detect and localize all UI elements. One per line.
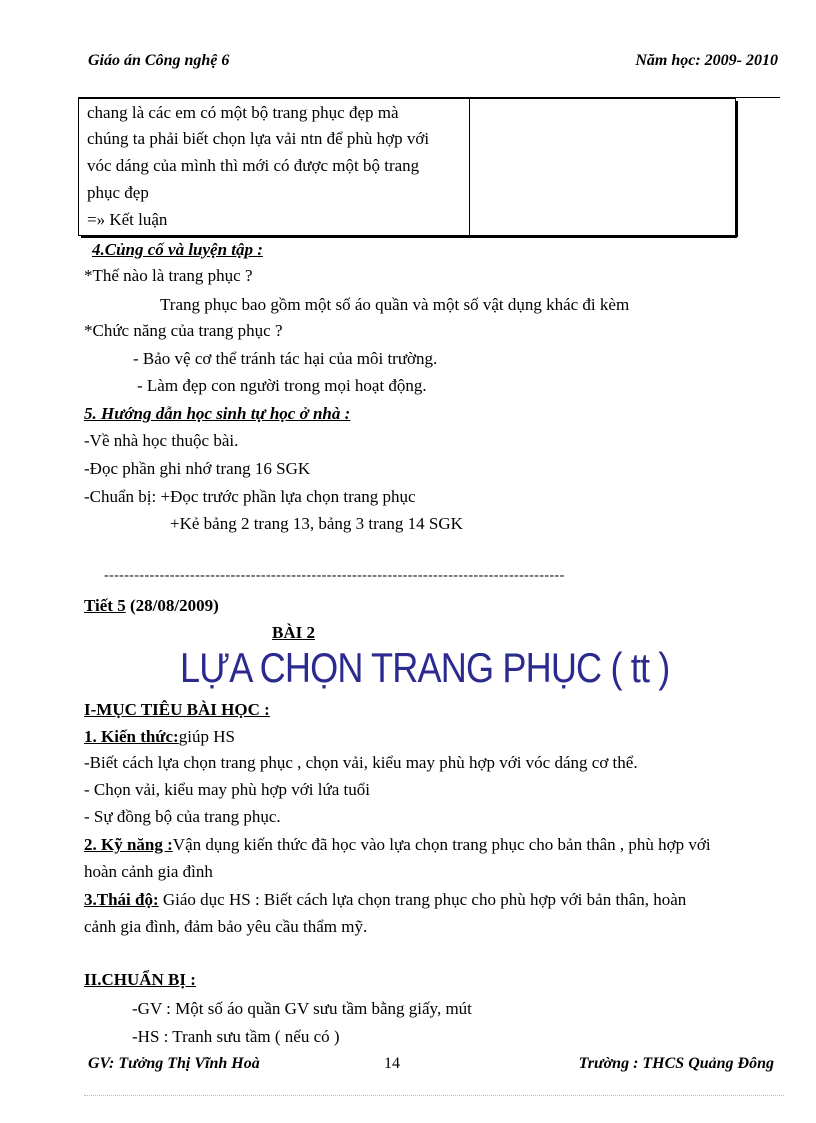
knowledge-item: - Chọn vải, kiểu may phù hợp với lứa tuổi <box>84 780 370 799</box>
attitude-text: Giáo dục HS : Biết cách lựa chọn trang phục cho phù hợp với bản thân, hoàn <box>158 890 687 909</box>
knowledge-item: -Biết cách lựa chọn trang phục , chọn vải, kiểu may phù hợp với vóc dáng cơ thể. <box>84 753 638 772</box>
knowledge-line <box>84 727 235 747</box>
answer-2b: - Làm đẹp con người trong mọi hoạt động. <box>137 376 427 395</box>
lesson-bai: BÀI 2 <box>272 623 315 642</box>
skill-label: 2. Kỹ năng : <box>84 835 173 854</box>
table-column-teacher <box>79 99 470 235</box>
table-line: phục đẹp <box>87 183 149 202</box>
header-right: Năm học: 2009- 2010 <box>635 52 778 69</box>
section5-title: 5. Hướng dẫn học sinh tự học ở nhà : <box>84 404 351 423</box>
skill-line <box>84 835 711 855</box>
page-number: 14 <box>384 1055 400 1072</box>
table-shadow <box>81 236 737 238</box>
table-line: vóc dáng của mình thì mới có được một bộ trang <box>87 156 420 175</box>
answer-2a: - Bảo vệ cơ thể tránh tác hại của môi trường. <box>133 349 438 368</box>
lesson-tiet-label: Tiết 5 <box>84 596 126 615</box>
skill-text-cont: hoàn cảnh gia đình <box>84 862 213 881</box>
skill-text: Vận dụng kiến thức đã học vào lựa chọn trang phục cho bản thân , phù hợp với <box>172 835 711 854</box>
objectives-heading: I-MỤC TIÊU BÀI HỌC : <box>84 700 270 719</box>
attitude-line <box>84 890 686 910</box>
activity-table <box>78 98 736 236</box>
header-left: Giáo án Công nghệ 6 <box>88 52 230 69</box>
table-line: chang là các em có một bộ trang phục đẹp mà <box>87 103 399 122</box>
footer-rule <box>84 1095 784 1096</box>
footer-school: Trường : THCS Quảng Đông <box>578 1055 774 1072</box>
lesson-number <box>84 596 219 616</box>
homework-line: -Chuẩn bị: +Đọc trước phần lựa chọn trang phục <box>84 487 416 506</box>
table-line: chúng ta phải biết chọn lựa vải ntn để phù hợp với <box>87 129 430 148</box>
prep-gv: -GV : Một số áo quần GV sưu tầm bằng giấy, mút <box>132 999 472 1018</box>
prep-hs: -HS : Tranh sưu tầm ( nếu có ) <box>132 1027 340 1046</box>
footer-teacher: GV: Tưởng Thị Vĩnh Hoà <box>88 1055 260 1072</box>
lesson-title: LỰA CHỌN TRANG PHỤC ( tt ) <box>180 644 670 691</box>
attitude-text-cont: cảnh gia đình, đảm bảo yêu cầu thẩm mỹ. <box>84 917 368 936</box>
separator-line: ------------------------------------------------------------------------------------------- <box>104 568 565 583</box>
homework-line: -Về nhà học thuộc bài. <box>84 431 239 450</box>
table-line: =» Kết luận <box>87 210 168 229</box>
attitude-label: 3.Thái độ: <box>84 890 159 909</box>
prep-heading: II.CHUẨN BỊ : <box>84 970 196 989</box>
question-2: *Chức năng của trang phục ? <box>84 321 283 340</box>
answer-1: Trang phục bao gồm một số áo quần và một số vật dụng khác đi kèm <box>160 295 630 314</box>
section4-title: 4.Củng cố và luyện tập : <box>92 240 263 259</box>
homework-line: +Kẻ bảng 2 trang 13, bảng 3 trang 14 SGK <box>170 514 463 533</box>
knowledge-text: giúp HS <box>178 727 235 746</box>
knowledge-label: 1. Kiến thức: <box>84 727 179 746</box>
knowledge-item: - Sự đồng bộ của trang phục. <box>84 807 281 826</box>
question-1: *Thế nào là trang phục ? <box>84 266 253 285</box>
lesson-date: (28/08/2009) <box>125 596 219 615</box>
table-shadow <box>736 101 738 237</box>
homework-line: -Đọc phần ghi nhớ trang 16 SGK <box>84 459 311 478</box>
